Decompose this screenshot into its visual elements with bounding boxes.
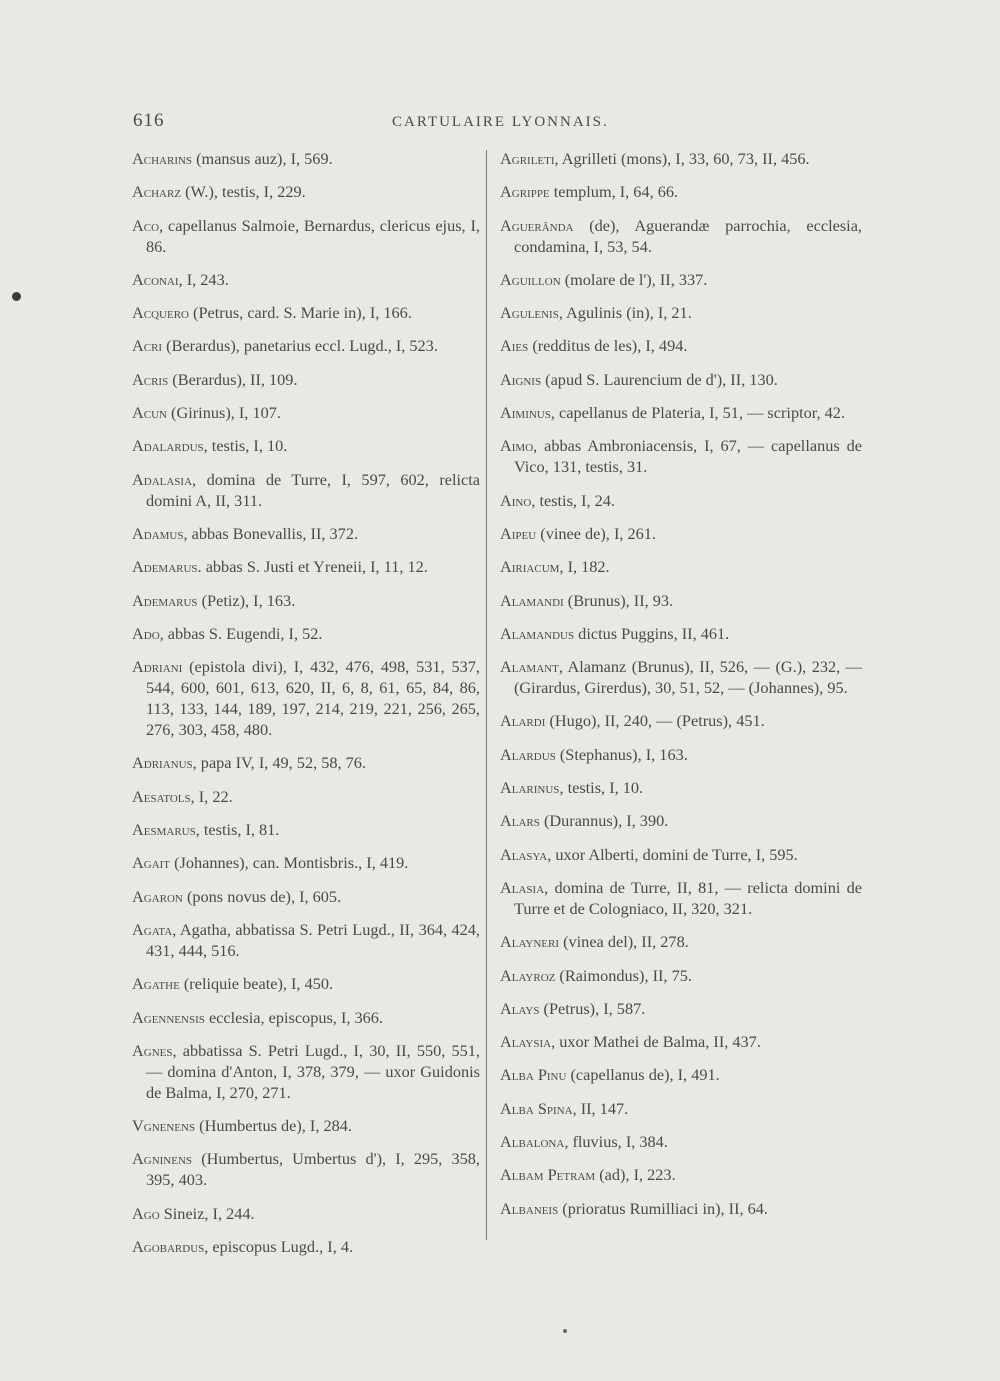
paper-speck <box>563 1329 567 1333</box>
right-index-column <box>500 148 862 1231</box>
entry-headword: Alars <box>500 811 540 831</box>
entry-references: (pons novus de), I, 605. <box>182 886 342 906</box>
entry-references: (ad), I, 223. <box>595 1165 676 1185</box>
index-entry <box>500 523 862 544</box>
index-entry <box>500 1031 862 1052</box>
index-entry <box>132 919 480 961</box>
entry-headword: Ademarus <box>132 590 198 610</box>
index-entry <box>500 623 862 644</box>
entry-headword: Alayneri <box>500 932 560 952</box>
index-entry <box>500 1064 862 1085</box>
entry-references: , testis, I, 10. <box>203 436 288 456</box>
entry-headword: Adalardus <box>132 436 204 456</box>
index-entry <box>500 181 862 202</box>
index-entry <box>500 1164 862 1185</box>
index-entry <box>500 215 862 257</box>
entry-headword: Alardus <box>500 744 556 764</box>
index-entry <box>500 369 862 390</box>
entry-headword: Aipeu <box>500 523 537 543</box>
entry-headword: Adalasia <box>132 469 193 489</box>
entry-headword: Alardi <box>500 711 546 731</box>
entry-references: , capellanus Salmoie, Bernardus, clericus ejus, I, 86. <box>146 215 480 256</box>
index-entry <box>500 710 862 731</box>
entry-references: ecclesia, episcopus, I, 366. <box>204 1007 384 1027</box>
index-entry <box>132 469 480 511</box>
entry-references: , II, 147. <box>572 1098 629 1118</box>
entry-references: dictus Puggins, II, 461. <box>574 623 730 643</box>
index-entry <box>132 181 480 202</box>
entry-references: (redditus de les), I, 494. <box>528 336 688 356</box>
entry-references: , Agulinis (in), I, 21. <box>558 303 692 323</box>
index-entry <box>500 1098 862 1119</box>
entry-references: , domina de Turre, I, 597, 602, relicta domini A, II, 311. <box>146 469 480 510</box>
entry-headword: Acquero <box>132 303 189 323</box>
index-entry <box>132 302 480 323</box>
index-entry <box>500 656 862 698</box>
index-entry <box>132 1115 480 1136</box>
entry-headword: Albam Petram <box>500 1165 596 1185</box>
entry-references: , fluvius, I, 384. <box>564 1132 668 1152</box>
index-entry <box>132 1040 480 1103</box>
index-entry <box>500 965 862 986</box>
entry-headword: Alayroz <box>500 965 556 985</box>
entry-headword: Agninens <box>132 1149 193 1169</box>
entry-references: , testis, I, 10. <box>559 778 644 798</box>
entry-headword: Aesmarus <box>132 820 196 840</box>
index-entry <box>500 931 862 952</box>
entry-references: (molare de l'), II, 337. <box>560 269 708 289</box>
index-entry <box>500 1131 862 1152</box>
entry-headword: Airiacum <box>500 557 560 577</box>
entry-headword: Alamandus <box>500 623 575 643</box>
entry-headword: Agrippe <box>500 182 550 202</box>
index-entry <box>500 556 862 577</box>
index-entry <box>500 490 862 511</box>
entry-headword: Agathe <box>132 974 180 994</box>
entry-headword: Alba Spina <box>500 1098 573 1118</box>
entry-references: , abbas S. Eugendi, I, 52. <box>159 623 323 643</box>
index-entry <box>132 752 480 773</box>
index-entry <box>500 435 862 477</box>
entry-headword: Aconai <box>132 269 179 289</box>
entry-headword: Acharz <box>132 182 182 202</box>
index-entry <box>500 402 862 423</box>
index-entry <box>132 1203 480 1224</box>
entry-references: (vinea del), II, 278. <box>559 932 689 952</box>
entry-references: (epistola divi), I, 432, 476, 498, 531, 537, 544, 600, 601, 613, 620, II, 6, 8, 61, 65, 84, 86, 113, 133, 144, 189, 197, 214, 219, 221, 256, 265, 276, 303, 458, 480. <box>146 657 480 740</box>
index-entry <box>132 973 480 994</box>
index-entry <box>500 877 862 919</box>
entry-headword: Alamandi <box>500 590 564 610</box>
index-entry <box>132 656 480 740</box>
entry-headword: Agata <box>132 919 173 939</box>
entry-headword: Albalona <box>500 1132 565 1152</box>
index-entry <box>132 215 480 257</box>
entry-headword: Acris <box>132 369 169 389</box>
index-entry <box>132 523 480 544</box>
index-entry <box>132 1236 480 1257</box>
index-entry <box>500 1198 862 1219</box>
entry-references: , uxor Alberti, domini de Turre, I, 595. <box>547 844 798 864</box>
entry-references: (W.), testis, I, 229. <box>181 182 306 202</box>
entry-references: (mansus auz), I, 569. <box>192 149 333 168</box>
index-entry <box>500 844 862 865</box>
index-entry <box>132 402 480 423</box>
entry-headword: Albaneis <box>500 1198 559 1218</box>
entry-headword: Acharins <box>132 149 193 168</box>
index-entry <box>500 148 862 169</box>
entry-references: (Girinus), I, 107. <box>166 403 281 423</box>
entry-references: (apud S. Laurencium de d'), II, 130. <box>541 369 778 389</box>
index-entry <box>500 269 862 290</box>
entry-headword: Aino <box>500 490 532 510</box>
entry-references: (Petrus, card. S. Marie in), I, 166. <box>188 303 412 323</box>
entry-headword: Aiminus <box>500 403 551 423</box>
entry-references: (Humbertus de), I, 284. <box>195 1116 352 1136</box>
entry-references: (vinee de), I, 261. <box>536 523 657 543</box>
index-entry <box>132 148 480 169</box>
index-entry <box>132 886 480 907</box>
entry-references: (reliquie beate), I, 450. <box>179 974 334 994</box>
entry-headword: Ado <box>132 623 160 643</box>
entry-references: , Alamanz (Brunus), II, 526, — (G.), 232, — (Girardus, Girerdus), 30, 51, 52, — (Johannes), 95. <box>514 657 862 698</box>
entry-headword: Alasia <box>500 877 545 897</box>
entry-references: . abbas S. Justi et Yreneii, I, 11, 12. <box>197 557 428 577</box>
entry-references: (Humbertus, Umbertus d'), I, 295, 358, 395, 403. <box>146 1149 480 1190</box>
entry-references: (Johannes), can. Montisbris., I, 419. <box>170 853 409 873</box>
index-entry <box>132 369 480 390</box>
entry-headword: Agaron <box>132 886 183 906</box>
entry-headword: Agrileti <box>500 149 555 168</box>
entry-references: (Raimondus), II, 75. <box>555 965 692 985</box>
entry-references: , testis, I, 24. <box>531 490 615 510</box>
index-entry <box>132 1007 480 1028</box>
index-entry <box>500 777 862 798</box>
index-entry <box>132 269 480 290</box>
entry-references: , abbas Bonevallis, II, 372. <box>183 523 359 543</box>
entry-headword: Ademarus <box>132 557 198 577</box>
entry-headword: Adamus <box>132 523 184 543</box>
entry-references: , uxor Mathei de Balma, II, 437. <box>551 1032 761 1052</box>
entry-references: , testis, I, 81. <box>195 820 280 840</box>
entry-headword: Aesatols <box>132 786 191 806</box>
entry-references: (Petiz), I, 163. <box>197 590 296 610</box>
index-entry <box>132 335 480 356</box>
entry-references: , Agrilleti (mons), I, 33, 60, 73, II, 456. <box>554 149 810 168</box>
entry-headword: Aimo <box>500 436 534 456</box>
entry-references: , I, 22. <box>190 786 233 806</box>
entry-references: Sineiz, I, 244. <box>159 1203 255 1223</box>
entry-headword: Agobardus <box>132 1237 205 1257</box>
entry-references: , abbatissa S. Petri Lugd., I, 30, II, 550, 551, — domina d'Anton, I, 378, 379, — uxor Guidonis de Balma, I, 270, 271. <box>146 1040 480 1102</box>
entry-references: , episcopus Lugd., I, 4. <box>204 1237 354 1257</box>
entry-references: (Berardus), II, 109. <box>168 369 298 389</box>
entry-headword: Aco <box>132 215 160 235</box>
index-entry <box>500 590 862 611</box>
entry-headword: Agennensis <box>132 1007 205 1027</box>
left-index-column <box>132 148 480 1269</box>
entry-references: , Agatha, abbatissa S. Petri Lugd., II, 364, 424, 431, 444, 516. <box>146 919 480 960</box>
entry-references: , domina de Turre, II, 81, — relicta domini de Turre et de Cologniaco, II, 320, 321. <box>514 877 862 918</box>
entry-headword: Agulenis <box>500 303 559 323</box>
index-entry <box>500 810 862 831</box>
ink-blot-mark <box>12 292 21 301</box>
entry-references: (Durannus), I, 390. <box>539 811 669 831</box>
index-entry <box>132 786 480 807</box>
entry-headword: Agnes <box>132 1040 173 1060</box>
running-title: CARTULAIRE LYONNAIS. <box>392 114 609 130</box>
column-divider <box>486 150 487 1240</box>
entry-headword: Agait <box>132 853 171 873</box>
entry-headword: Ago <box>132 1203 160 1223</box>
entry-headword: Alasya <box>500 844 548 864</box>
index-entry <box>500 335 862 356</box>
entry-headword: Alamant <box>500 657 559 677</box>
entry-headword: Acri <box>132 336 163 356</box>
entry-references: (Petrus), I, 587. <box>539 998 646 1018</box>
entry-headword: Aguillon <box>500 269 561 289</box>
entry-headword: Adriani <box>132 657 183 677</box>
entry-references: , papa IV, I, 49, 52, 58, 76. <box>192 753 367 773</box>
entry-headword: Alaysia <box>500 1032 552 1052</box>
entry-references: (prioratus Rumilliaci in), II, 64. <box>558 1198 769 1218</box>
entry-references: , I, 243. <box>178 269 229 289</box>
entry-headword: Aies <box>500 336 529 356</box>
entry-references: (Berardus), panetarius eccl. Lugd., I, 523. <box>162 336 438 356</box>
entry-references: (Hugo), II, 240, — (Petrus), 451. <box>545 711 765 731</box>
index-entry <box>500 302 862 323</box>
index-entry <box>500 998 862 1019</box>
page-number: 616 <box>133 110 165 131</box>
entry-headword: Alba Pinu <box>500 1065 567 1085</box>
entry-references: (capellanus de), I, 491. <box>566 1065 720 1085</box>
entry-references: , capellanus de Plateria, I, 51, — scriptor, 42. <box>550 403 846 423</box>
entry-references: , abbas Ambroniacensis, I, 67, — capellanus de Vico, 131, testis, 31. <box>514 436 862 477</box>
index-entry <box>132 556 480 577</box>
entry-headword: Adrianus <box>132 753 193 773</box>
entry-references: (Brunus), II, 93. <box>563 590 674 610</box>
entry-references: templum, I, 64, 66. <box>549 182 679 202</box>
entry-headword: Aguerânda <box>500 215 574 235</box>
entry-headword: Alays <box>500 998 540 1018</box>
index-entry <box>500 744 862 765</box>
entry-references: (de), Aguerandæ parrochia, ecclesia, condamina, I, 53, 54. <box>514 215 862 256</box>
index-entry <box>132 435 480 456</box>
entry-headword: Vgnenens <box>132 1116 196 1136</box>
index-entry <box>132 623 480 644</box>
entry-headword: Acun <box>132 403 167 423</box>
entry-headword: Alarinus <box>500 778 560 798</box>
index-entry <box>132 819 480 840</box>
index-entry <box>132 852 480 873</box>
index-entry <box>132 590 480 611</box>
entry-references: (Stephanus), I, 163. <box>555 744 688 764</box>
index-entry <box>132 1148 480 1190</box>
entry-references: , I, 182. <box>559 557 610 577</box>
entry-headword: Aignis <box>500 369 542 389</box>
